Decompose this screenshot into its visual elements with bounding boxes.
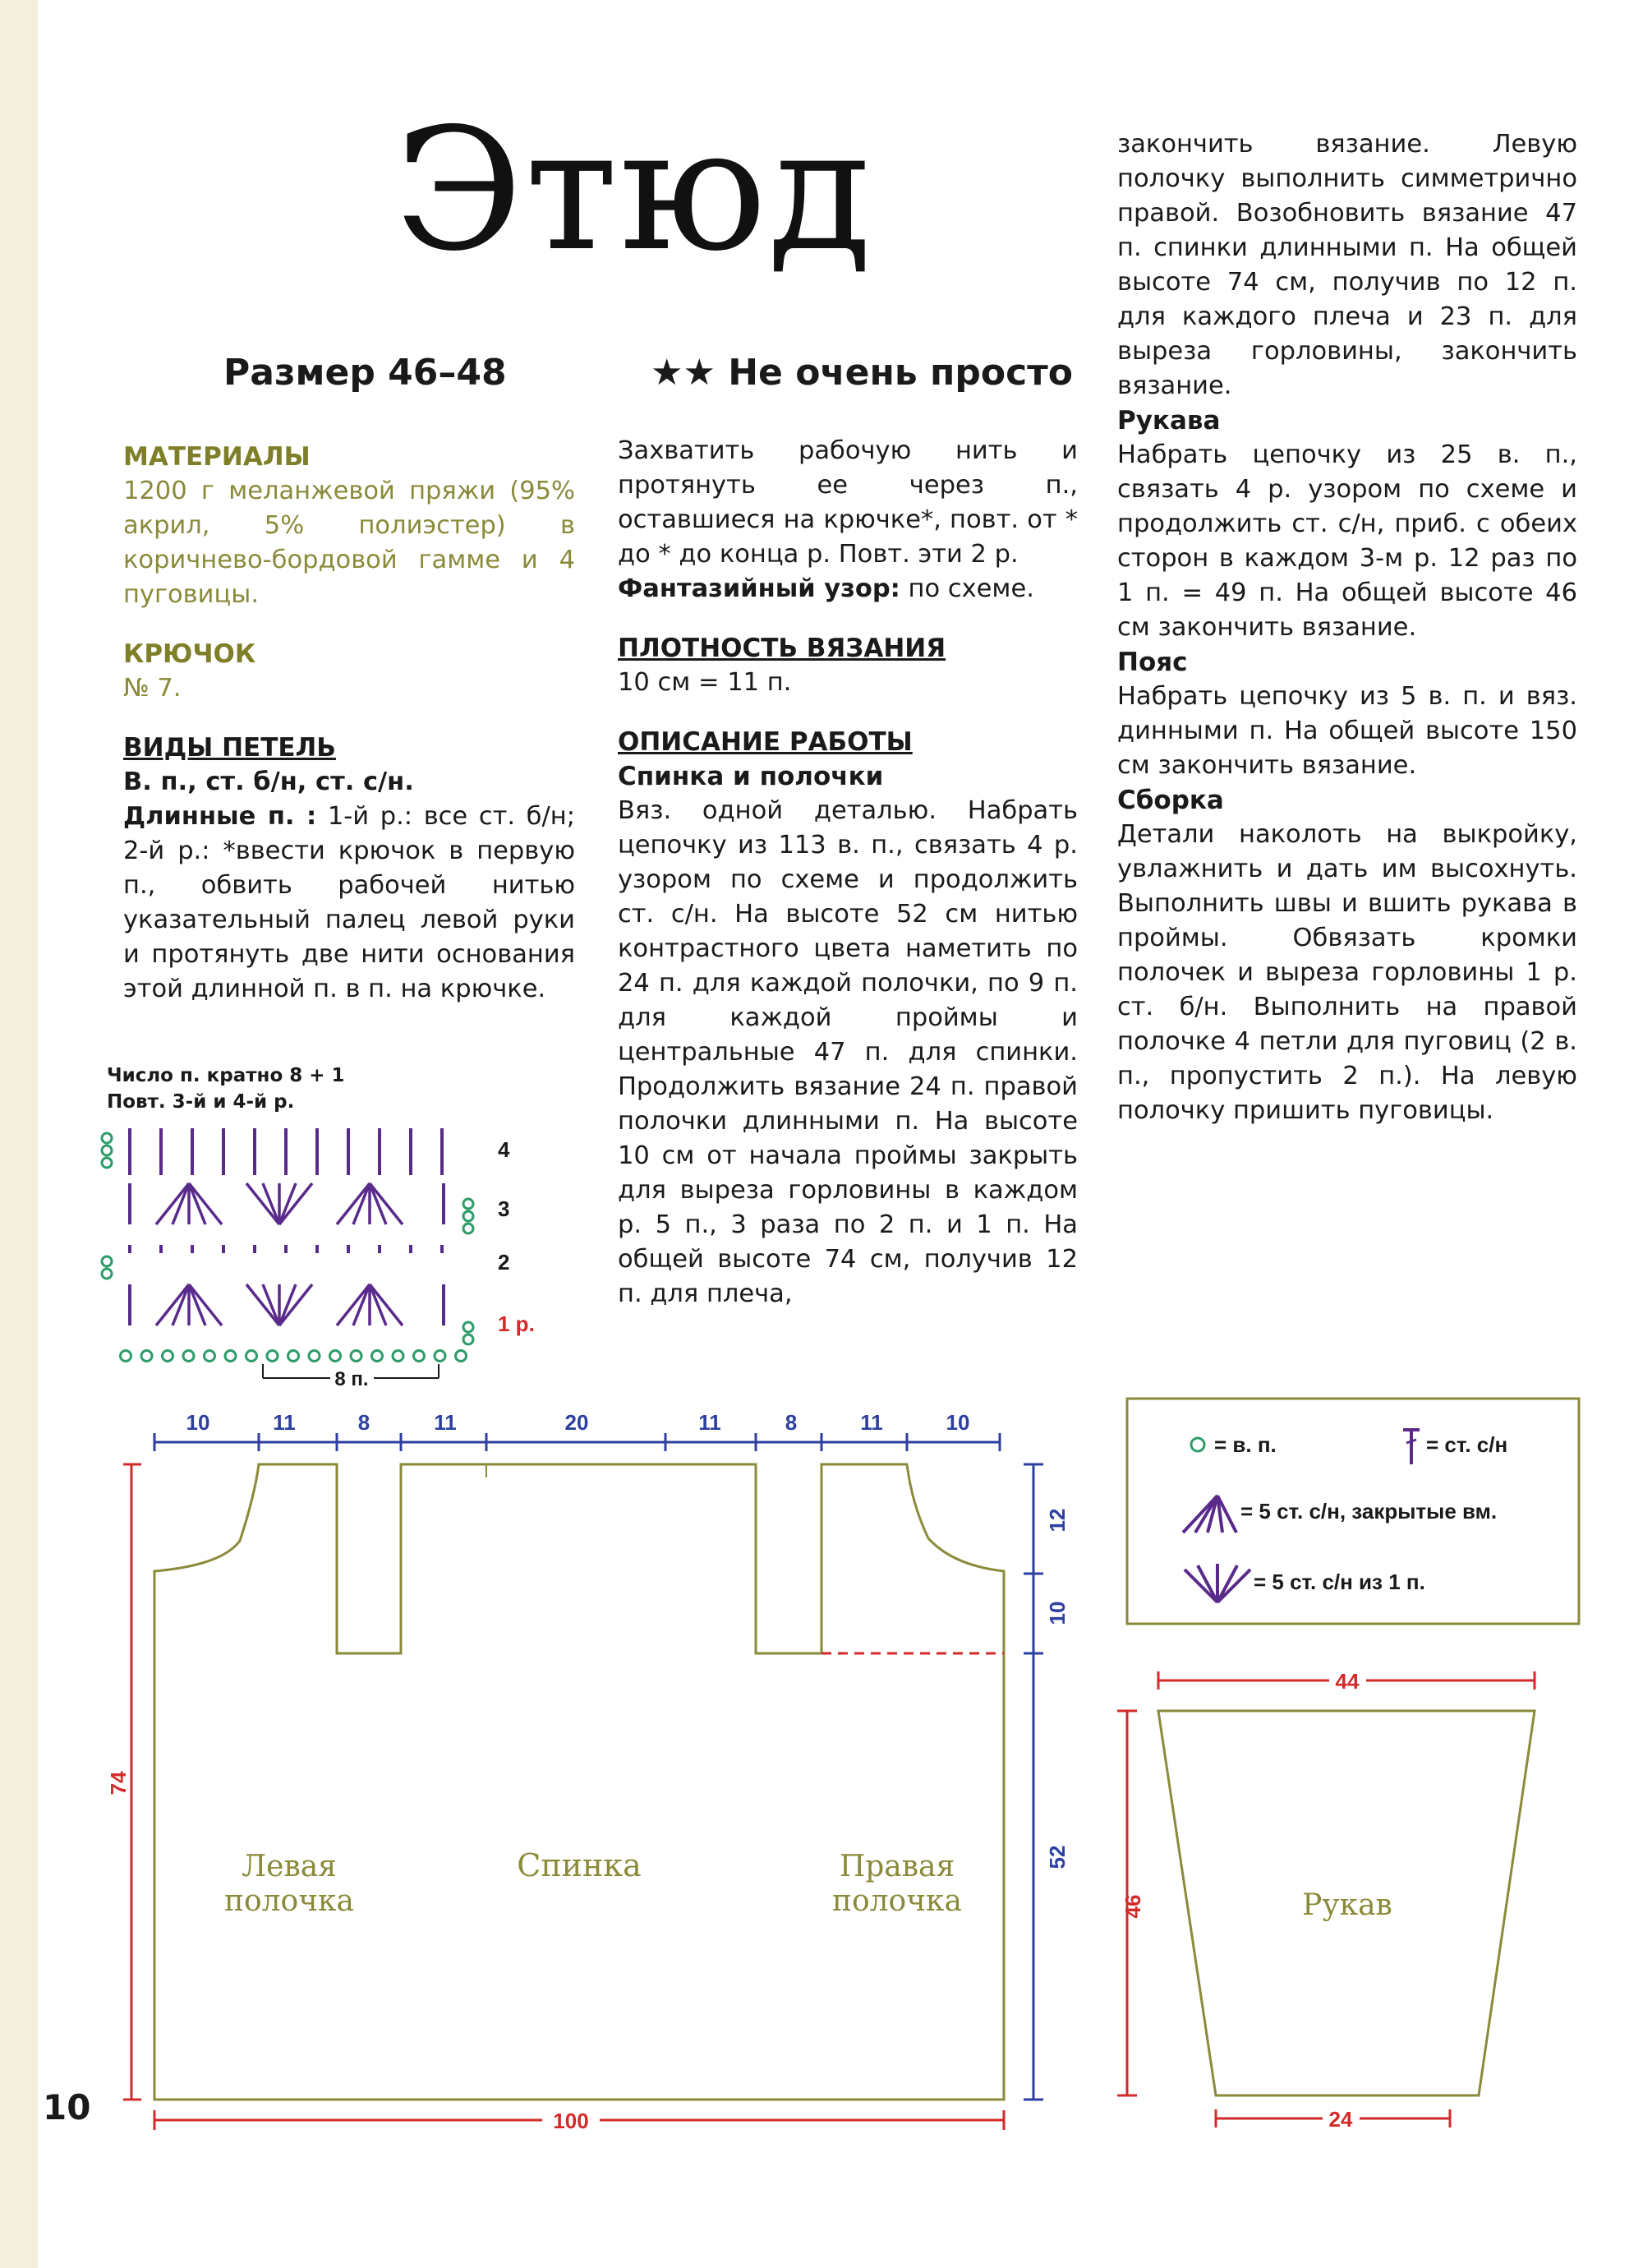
chart-note-1: Число п. кратно 8 + 1 [107, 1065, 345, 1086]
fan-stitch [173, 1284, 189, 1325]
double-crochet-icon [1403, 1430, 1420, 1464]
chain-stitch [102, 1146, 112, 1155]
sleeve-heading: Рукава [1117, 406, 1221, 436]
dim-top-8: 11 [860, 1410, 883, 1435]
gauge-heading: ПЛОТНОСТЬ ВЯЗАНИЯ [618, 634, 946, 663]
label-right-front-2: полочка [832, 1884, 962, 1918]
chain-stitch [435, 1351, 445, 1362]
chain-stitch [102, 1269, 112, 1279]
fan-stitch [337, 1284, 370, 1325]
page-edge-strip [0, 0, 38, 2268]
belt-text: Набрать цепочку из 5 в. п. и вяз. динными п. На общей высоте 150 см закончить вязание. [1117, 682, 1577, 780]
fan-stitch [263, 1183, 279, 1224]
chain-stitch [121, 1351, 131, 1362]
chain-stitch [463, 1224, 473, 1233]
body-outline [154, 1464, 1004, 2100]
body-schematic [99, 1397, 1084, 2145]
dim-right-10: 10 [1045, 1601, 1070, 1625]
pattern-line [618, 572, 1078, 606]
fan-stitch [189, 1284, 205, 1325]
column-3 [1117, 127, 1577, 1128]
fan-stitch [279, 1183, 296, 1224]
shell-icon [1185, 1564, 1250, 1602]
back-fronts-heading: Спинка и полочки [618, 762, 884, 791]
dim-width-total: 100 [553, 2109, 589, 2133]
chain-stitch [102, 1158, 112, 1168]
dim-sleeve-bottom: 24 [1328, 2107, 1353, 2132]
fan-stitch [370, 1284, 403, 1325]
continued-text: Захватить рабочую нить и протянуть ее через п., оставшиеся на крючке*, повт. от * до * до конца р. Повт. эти 2 р. [618, 436, 1078, 569]
column-1 [123, 440, 575, 1007]
column-2 [618, 434, 1078, 1311]
long-stitch-description: 1-й р.: все ст. б/н; 2-й р.: *ввести крючок в первую п., обвить рабочей нитью указательный палец левой руки и протянуть две нити основания этой длинной п. в п. на крючке. [123, 802, 575, 1003]
fan-stitch [246, 1183, 279, 1224]
row-label-2: 2 [498, 1250, 510, 1275]
label-left-front-1: Левая [242, 1850, 337, 1883]
label-sleeve: Рукав [1302, 1888, 1392, 1922]
repeat-label: 8 п. [334, 1368, 369, 1390]
materials-text: 1200 г меланжевой пряжи (95% акрил, 5% полиэстер) в коричнево-бордовой гамме и 4 пуговицы. [123, 477, 575, 609]
fan-stitch [156, 1183, 189, 1224]
stitches-heading: ВИДЫ ПЕТЕЛЬ [123, 733, 336, 763]
dim-top-2: 11 [273, 1410, 296, 1435]
chain-stitch [225, 1351, 236, 1362]
legend-double-crochet: = ст. с/н [1426, 1432, 1508, 1457]
continued-text-3: закончить вязание. Левую полочку выполнить симметрично правой. Возобновить вязание 47 п. спинки длинными п. На общей высоте 74 см, получив по 12 п. для каждого плеча и 23 п. для выреза горловины, закончить вязание. [1117, 130, 1577, 400]
sleeve-text: Набрать цепочку из 25 в. п., связать 4 р. узором по схеме и продолжить ст. с/н, приб. с обеих сторон в каждом 3-м р. 12 раз по 1 п. = 49 п. На общей высоте 46 см закончить вязание. [1117, 440, 1577, 642]
dim-top-5: 20 [564, 1410, 589, 1435]
stitches-list: В. п., ст. б/н, ст. с/н. [123, 768, 414, 796]
chart-symbols [102, 1128, 473, 1362]
fan-stitch [279, 1284, 296, 1325]
row-label-3: 3 [498, 1196, 510, 1221]
fan-stitch [370, 1183, 403, 1224]
chain-stitch [163, 1351, 173, 1362]
chain-stitch [463, 1199, 473, 1209]
assembly-text: Детали наколоть на выкройку, увлажнить и дать им высохнуть. Выполнить швы и вшить рукава в проймы. Обвязать кромки полочек и выреза горловины 1 р. ст. б/н. Выполнить на правой полочке 4 петли для пуговиц (2 в. п., пропустить 2 п.). На левую полочку пришить пуговицы. [1117, 820, 1577, 1125]
row-label-4: 4 [498, 1137, 510, 1162]
dim-right-12: 12 [1045, 1508, 1070, 1533]
dim-top-9: 10 [946, 1410, 970, 1435]
dim-right-52: 52 [1045, 1845, 1070, 1869]
chain-stitch [246, 1351, 257, 1362]
dim-top-3: 8 [357, 1410, 370, 1435]
chain-stitch [205, 1351, 215, 1362]
sleeve-schematic [1101, 1660, 1594, 2153]
dim-sleeve-height: 46 [1121, 1894, 1145, 1919]
label-right-front-1: Правая [839, 1850, 955, 1883]
chain-stitch [372, 1351, 383, 1362]
label-left-front-2: полочка [224, 1884, 354, 1918]
chain-stitch [141, 1351, 152, 1362]
hook-text: № 7. [123, 674, 182, 703]
fan-stitch [246, 1284, 279, 1325]
dim-top-4: 11 [434, 1410, 457, 1435]
chain-stitch [456, 1351, 467, 1362]
chain-stitch [288, 1351, 299, 1362]
belt-heading: Пояс [1117, 648, 1188, 677]
fan-stitch [279, 1183, 312, 1224]
dim-sleeve-top: 44 [1335, 1669, 1360, 1694]
chain-stitch [414, 1351, 425, 1362]
difficulty-label: ★★ Не очень просто [651, 352, 1073, 394]
page-number: 10 [43, 2087, 91, 2127]
chain-stitch [267, 1351, 278, 1362]
crochet-chart [90, 1113, 583, 1393]
chart-note-2: Повт. 3-й и 4-й р. [107, 1091, 295, 1113]
pattern-text: по схеме. [900, 574, 1034, 603]
back-fronts-text: Вяз. одной деталью. Набрать цепочку из 113 в. п., связать 4 р. узором по схеме и продолжить ст. с/н. На высоте 52 см нитью контрастного цвета наметить по 24 п. для каждой полочки, по 9 п. для каждой проймы и центральные 47 п. для спинки. Продолжить вязание 24 п. правой полочки длинными п. На высоте 10 см от начала проймы закрыть для выреза горловины в каждом р. 5 п., 3 раза по 2 п. и 1 п. На общей высоте 74 см, получив 12 п. для плеча, [618, 796, 1078, 1308]
dim-top-1: 10 [186, 1410, 210, 1435]
chain-stitch [351, 1351, 361, 1362]
chain-stitch [463, 1211, 473, 1221]
hook-heading: КРЮЧОК [123, 639, 256, 669]
fan-stitch [353, 1284, 370, 1325]
fan-stitch [173, 1183, 189, 1224]
row-label-1: 1 р. [498, 1311, 535, 1336]
legend-box [1125, 1397, 1581, 1627]
size-label: Размер 46–48 [223, 352, 507, 394]
label-back: Спинка [517, 1847, 642, 1883]
assembly-heading: Сборка [1117, 786, 1224, 815]
chain-stitch [463, 1335, 473, 1344]
legend-cluster: = 5 ст. с/н, закрытые вм. [1240, 1499, 1498, 1524]
fan-stitch [263, 1284, 279, 1325]
page-title: Этюд [394, 93, 873, 288]
chain-stitch [183, 1351, 194, 1362]
fan-stitch [189, 1183, 222, 1224]
dim-top-6: 11 [698, 1410, 721, 1435]
chain-stitch [102, 1133, 112, 1143]
dim-height-total: 74 [106, 1771, 131, 1796]
materials-heading: МАТЕРИАЛЫ [123, 442, 311, 472]
fan-stitch [337, 1183, 370, 1224]
right-height-dimension [1024, 1464, 1043, 2100]
chain-stitch [102, 1256, 112, 1266]
chain-stitch [393, 1351, 403, 1362]
dim-top-7: 8 [785, 1410, 798, 1435]
chain-stitch [330, 1351, 341, 1362]
description-heading: ОПИСАНИЕ РАБОТЫ [618, 727, 913, 757]
gauge-text: 10 см = 11 п. [618, 668, 792, 697]
fan-stitch [156, 1284, 189, 1325]
top-dimension-line [154, 1433, 1000, 1451]
cluster-icon [1183, 1496, 1236, 1533]
fan-stitch [279, 1284, 312, 1325]
fan-stitch [189, 1183, 205, 1224]
fan-stitch [353, 1183, 370, 1224]
fan-stitch [370, 1183, 386, 1224]
fan-stitch [370, 1284, 386, 1325]
legend-chain: = в. п. [1214, 1432, 1277, 1457]
long-stitch-text [123, 800, 575, 1007]
pattern-label: Фантазийный узор: [618, 574, 900, 603]
chain-stitch [309, 1351, 320, 1362]
chain-stitch [463, 1322, 473, 1332]
chain-icon [1191, 1438, 1204, 1451]
long-stitch-label: Длинные п. : [123, 802, 317, 831]
fan-stitch [189, 1284, 222, 1325]
legend-shell: = 5 ст. с/н из 1 п. [1254, 1570, 1425, 1594]
